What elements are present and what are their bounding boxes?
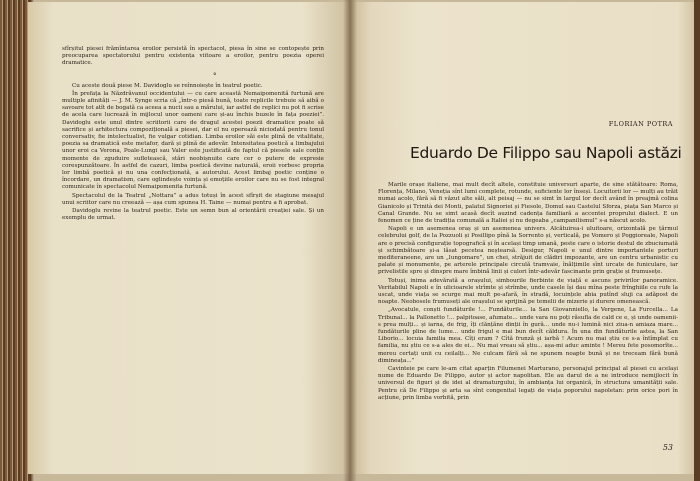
paragraph: Spectacolul de la Teatrul „Nottara” a adus totuși în acest sfîrșit de stagiune mesajul unui scriitor care nu creează — așa cum spunea H. Taine — numai pentru a fi aprobat. xyxy=(62,192,324,206)
paragraph: Marile orașe italiene, mai mult decît altele, constituie universuri aparte, de sine stătătoare: Roma, Florența, Milano, Veneția sînt lumi complete, rotunde, suficiente lor înseși. Locuitorii lor — mulți au trăit numai acolo, fără să fi văzut alte săli, alt peisaj — nu se simt în largul lor decît având în preajmă colina Gianicolo și Trinità dei Monti, palatul Signoriei și Fiesole, Domul sau Castelul Sforza, piața San Marco și Canal Grande. Nu se simt acasă decît auzind cadența familiară a accentei proprului dialect. E un fenomen ce ține de tradiția comunală a Italiei și nu degeaba „campanilismul” s-a născut acolo. xyxy=(378,182,678,225)
paragraph: Cavinteie pe care le-am citat aparțin Filumenei Marturano, personajul principal al piesei cu același nume de Eduardo De Filippo, autor și actor napolitan. Ele au darul de a ne introduce nemijlocit în universul de figuri și de idei al dramaturgului, în ambianța lui organică, în structura umanității sale. Pentru că De Filippo și arta sa sînt congenital legați de viața poporului napoletan: prin orice pori în acțiune, prin limba vorbită, prin xyxy=(378,366,678,401)
book-edge-left xyxy=(0,0,30,481)
paragraph: Cu aceste două piese M. Davidoglu se reînnoiește în teatrul poetic. xyxy=(72,82,263,89)
left-page xyxy=(28,2,350,474)
paragraph: Totuși, inima adevărată a orașului, simbourile fierbinte de viață e ascuns privirilor panoramice. Veritabilul Napoli e în ulicioarele strîmte și strîmbe, unde casele își dau mîna peste frînghiile cu rufe la uscat, unde viața se scurge mai mult pe-afară, în stradă, locuințele abia putînd sluji ca adăpost de noapte. Neobosele frumuseți ale orașului se sprijină pe temelii de mizerie și durere omenească. xyxy=(378,277,678,306)
right-page xyxy=(350,2,695,474)
paragraph: sfîrșitul piesei frămîntarea eroilor persistă în spectacol, piesa în sine se contopește prin preocuparea spectatorului pentru existența viitoare a eroilor, pentru poezia operei dramatice. xyxy=(62,46,324,67)
page-number: 53 xyxy=(662,443,673,452)
book-edge-right xyxy=(694,0,700,481)
paragraph: Davidoglu revine la teatrul poetic. Este un semn bun al orientării creației sale. Și un exemplu de urmat. xyxy=(62,208,324,222)
paragraph: „Avocatule, conști fundăturile !... Fundăturile... la San Giovanniello, la Vergene, La Furcella... La Tribunal... la Pallonetto !... palpitoase, afumate... unde vara nu poți răsufla de cald ce e, și unde oamenii-s prea mulți... și iarna, de frig, îți clănțăne dinții în gură... unde nu-i lumină nici ziua-n amiaza mare... fundăturile pline de lume... unde frigul e mai bun decît căldura. În una din fundăturile astea, la San Liborio... locuia familia mea. Cîți eram ? Cîtă frunză și iarbă ! Acum nu mai știu ce s-a întîmplat cu familia, nu știu ce s-a ales de ei... Nu mai vreau să știu... așa-mi aduc aminte ! Mereu fete posomorîte... mereu certați unii cu ceilalți... Ne culcam fără să ne spunem noapte bună și ne treceam fără bună dimineața...” xyxy=(378,307,678,364)
section-separator: ° xyxy=(213,72,217,80)
right-page-text xyxy=(378,182,678,403)
book-gutter xyxy=(343,0,357,481)
paragraph: Napoli e un asemenea oraș și un asemenea univers. Alcătuirea-i uluitoare, orizontală pe țărmul celebrului golf, de la Pozzuoli și Posillipo pînă la Sorrento și, verticală, pe Vomero și Poggioreale, Napoli are o precisă configurație topografică și în același timp umană, peste care o istorie destul de zbuciumată și schimbătoare și-a lăsat pecetea neștearsă. Desigur, Napoli e unul dintre importantele porturi mediteraneene, are un „lungomare”, un chei, străjuit de clădiri impozante, are un centru urbanistic cu palate și monumente, pe arterele principale circulă tramvaie, înălțimile sînt urcate de funiculare, iar privelistile spre și dinspre mare îmbină linii și culori într-adevăr fascinante prin grație și frumusețe. xyxy=(378,226,678,276)
article-title: Eduardo De Filippo sau Napoli astăzi xyxy=(410,144,682,162)
paragraph: În prefața la Năzdrăvanul occidentului — cu care această Nemaipomenită furtună are multiple afinități — J. M. Synge scria că „într-o piesă bună, toate replicile trebuie să aibă o savoare tot atît de bogată ca aceea a nucii sau a mărului, iar astfel de replici nu pot fi scrise de acela care lucrează în mijlocul unor oameni care și-au închis buzele în fața poeziei”. Davidoglu este unul dintre scriitorii care de dragul acestei poezii dramatice poate să sacrifice și arhitectura compozițională a piesei, dar el nu operează niciodată pentru tonul conversativ, fie intelectualist, fie vulgar cotidian. Limba eroilor săi este plină de vitalitate, poezia sa dramatică este metafor, dară și plină de adevăr. Intensitatea poetică a limbajului unor eroi ca Verona, Poale-Lungi sau Valer este justificată de faptul că piesele sale conțin momente de zguduire sufletească, stări neobișnuite care cer o putere de expresie corespunzătoare. În astfel de cazuri, limba poetică devine naturală, eroii vorbesc propria lor limbă poetică și nu una confecționată, a autorului. Acest limbaj poetic conține o încordare, un dramatism, care oglindește voința și emoțiile eroilor care nu se fost integral comunicate în spectacolul Nemaipomenita furtună. xyxy=(62,90,324,191)
left-page-text xyxy=(62,46,324,223)
article-author: FLORIAN POTRA xyxy=(608,120,673,128)
